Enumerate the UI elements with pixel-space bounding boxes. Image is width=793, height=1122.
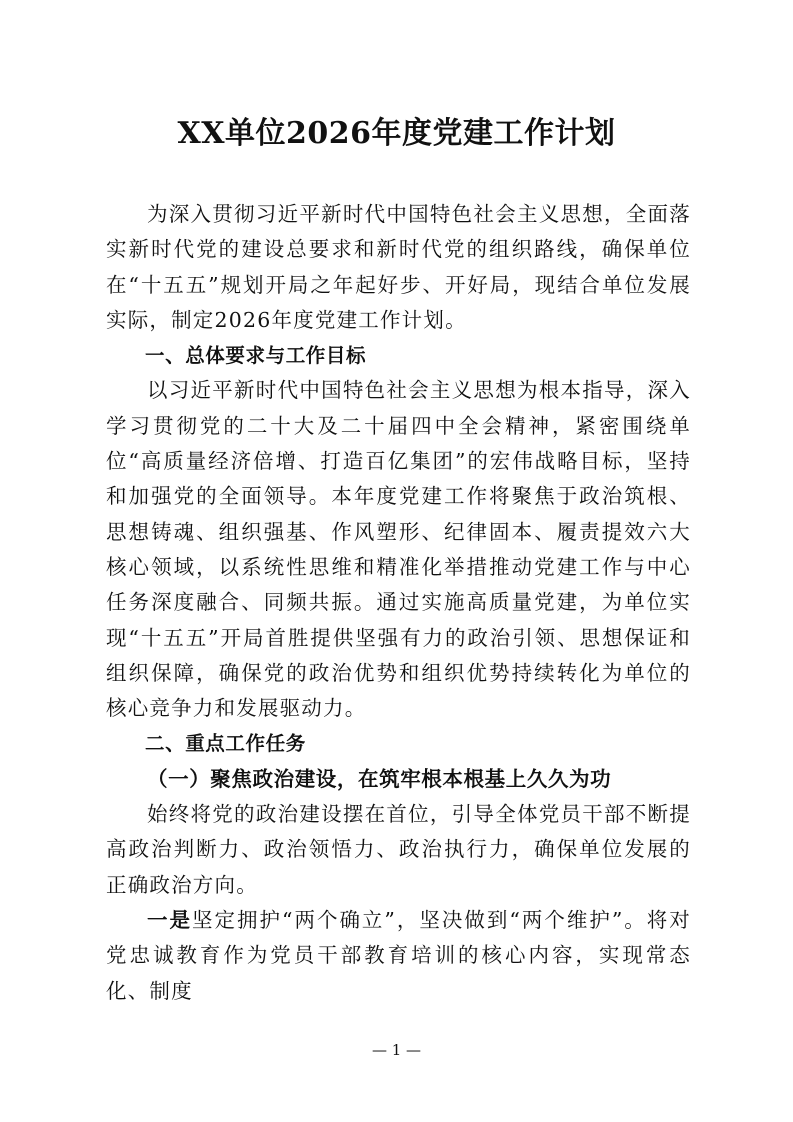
section-1-paragraph: 以习近平新时代中国特色社会主义思想为根本指导，深入学习贯彻党的二十大及二十届四中全会精神，紧密围绕单位“高质量经济倍增、打造百亿集团”的宏伟战略目标，坚持和加强党的全面领导。本年度党建工作将聚焦于政治筑根、思想铸魂、组织强基、作风塑形、纪律固本、履责提效六大核心领域，以系统性思维和精准化举措推动党建工作与中心任务深度融合、同频共振。通过实施高质量党建，为单位实现“十五五”开局首胜提供坚强有力的政治引领、思想保证和组织保障，确保党的政治优势和组织优势持续转化为单位的核心竞争力和发展驱动力。 — [106, 378, 691, 721]
section-1-heading: 一、总体要求与工作目标 — [145, 344, 367, 368]
page-number: — 1 — — [371, 1041, 422, 1059]
item-1-paragraph — [106, 903, 691, 1009]
document-title: XX单位2026年度党建工作计划 — [177, 116, 616, 151]
intro-paragraph: 为深入贯彻习近平新时代中国特色社会主义思想，全面落实新时代党的建设总要求和新时代党的组织路线，确保单位在“十五五”规划开局之年起好步、开好局，现结合单位发展实际，制定2026年度党建工作计划。 — [106, 202, 691, 332]
item-1-text: 坚定拥护“两个确立”，坚决做到“两个维护”。将对党忠诚教育作为党员干部教育培训的核心内容，实现常态化、制度 — [106, 907, 691, 1003]
subsection-1-heading: （一）聚焦政治建设，在筑牢根本根基上久久为功 — [147, 766, 612, 791]
section-2-heading: 二、重点工作任务 — [145, 732, 306, 756]
item-1-lead: 一是 — [147, 907, 192, 932]
subsection-1-paragraph: 始终将党的政治建设摆在首位，引导全体党员干部不断提高政治判断力、政治领悟力、政治执行力，确保单位发展的正确政治方向。 — [106, 802, 691, 897]
document-body — [106, 197, 691, 1009]
